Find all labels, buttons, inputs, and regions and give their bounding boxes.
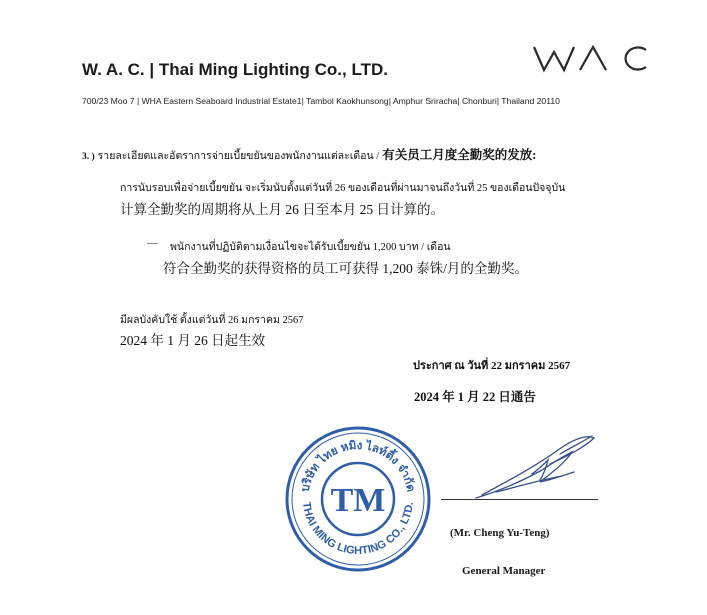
- signatory-title: General Manager: [462, 565, 546, 577]
- period-text-chinese: 计算全勤奖的周期将从上月 26 日至本月 25 日计算的。: [120, 202, 444, 217]
- announce-date-thai: ประกาศ ณ วันที่ 22 มกราคม 2567: [413, 360, 571, 372]
- stamp-monogram: TM: [330, 482, 386, 519]
- section-heading: [82, 145, 536, 164]
- period-text-thai: การนับรอบเพื่อจ่ายเบี้ยขยัน จะเริ่มนับตั้งแต่วันที่ 26 ของเดือนที่ผ่านมาจนถึงวันที่ 25 ของเดือนปัจจุบัน: [120, 183, 566, 194]
- bullet-dash: —: [147, 238, 158, 249]
- stamp-english-text: THAI MING LIGHTING CO., LTD.: [300, 501, 416, 557]
- wac-logo: [532, 44, 650, 74]
- section-title-thai: รายละเอียดและอัตราการจ่ายเบี้ยขยันของพนักงานแต่ละเดือน /: [97, 151, 380, 162]
- effective-date-thai: มีผลบังคับใช้ ตั้งแต่วันที่ 26 มกราคม 2567: [120, 315, 304, 326]
- company-address: 700/23 Moo 7 | WHA Eastern Seaboard Industrial Estate1| Tambol Kaokhunsong| Amphur Sriracha| Chonburi| Thailand 20110: [82, 96, 560, 106]
- signatory-name: (Mr. Cheng Yu-Teng): [450, 527, 550, 539]
- bonus-text-thai: พนักงานที่ปฏิบัติตามเงื่อนไขจะได้รับเบี้ยขยัน 1,200 บาท / เดือน: [170, 242, 451, 253]
- section-title-chinese: 有关员工月度全勤奖的发放:: [382, 148, 537, 162]
- effective-date-chinese: 2024 年 1 月 26 日起生效: [120, 333, 266, 348]
- section-number: 3. ): [82, 152, 95, 162]
- stamp-thai-text: บริษัท ไทย หมิง ไลท์ติ้ง จำกัด: [299, 439, 417, 494]
- signature-line: [441, 499, 598, 500]
- bonus-text-chinese: 符合全勤奖的获得资格的员工可获得 1,200 泰铢/月的全勤奖。: [163, 261, 528, 276]
- announce-date-chinese: 2024 年 1 月 22 日通告: [414, 390, 536, 404]
- company-stamp: [283, 424, 433, 574]
- svg-text:WAC: WAC: [532, 44, 535, 45]
- signature-scribble: [436, 430, 606, 508]
- company-name: W. A. C. | Thai Ming Lighting Co., LTD.: [82, 60, 388, 79]
